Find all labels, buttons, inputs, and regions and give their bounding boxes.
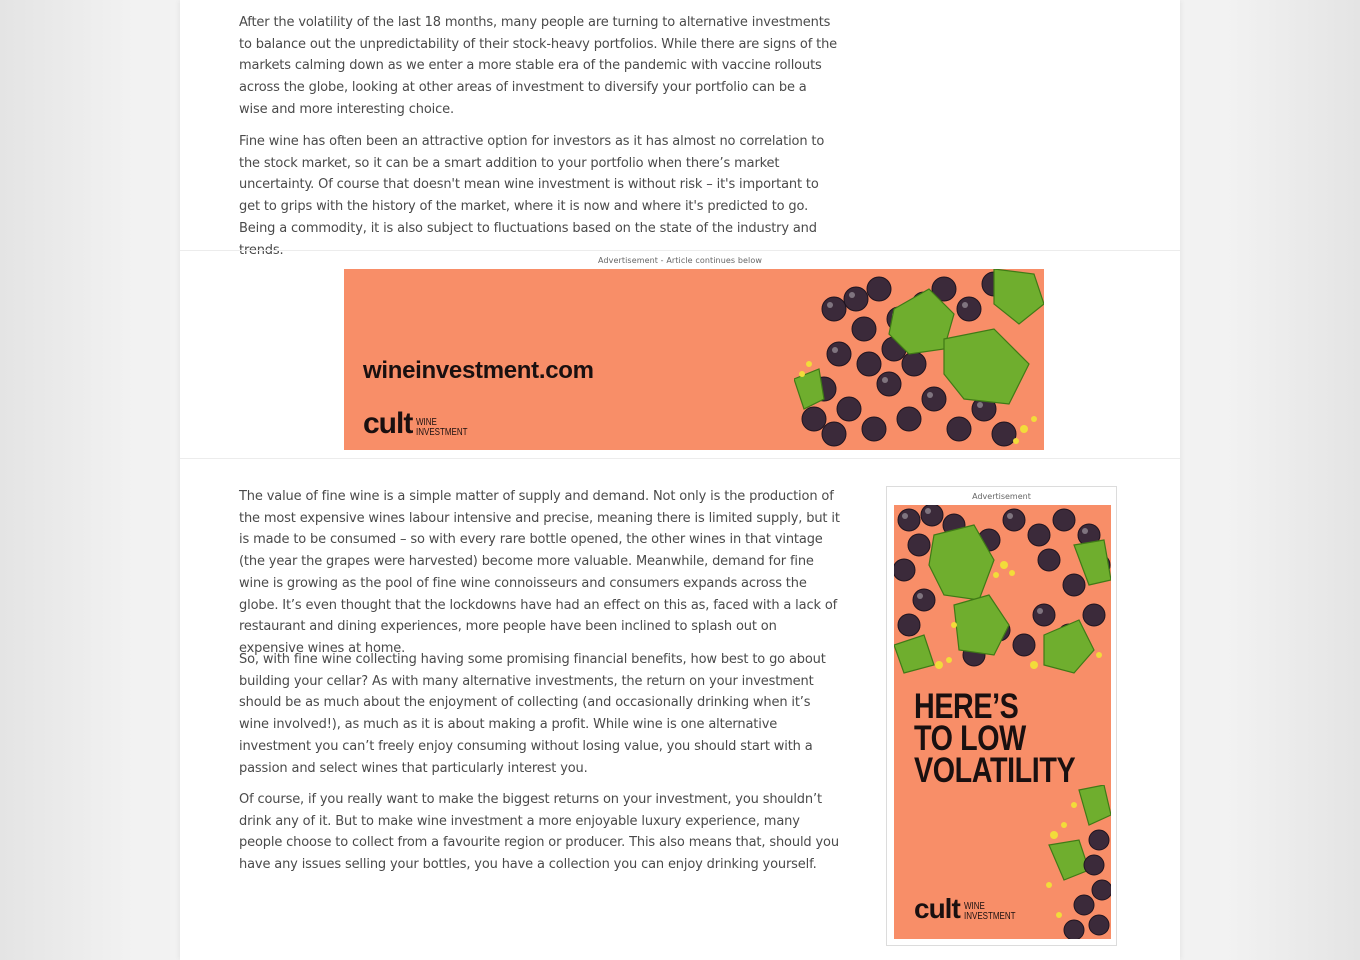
article-paragraph-4: So, with fine wine collecting having some promising financial benefits, how best to go about building your cellar? As with many alternative investments, the return on your investment should be as much about the enjoyment of collecting (and occasionally drinking when it’s wine involved!), as much as it is about making a profit. While wine is one alternative investment you can’t freely enjoy consuming without losing value, you should start with a passion and select wines that particularly interest you. [239,652,826,776]
grape-corner-image [1044,785,1111,939]
banner-logo-sub-1: WINE [416,417,438,428]
sidebar-ad-headline: HERE’S TO LOW VOLATILITY [914,687,1076,790]
sidebar-logo-sub-2: INVESTMENT [963,910,1016,922]
article-paragraph-3: The value of fine wine is a simple matter of supply and demand. Not only is the production of the most expensive wines labour intensive and precise, meaning there is limited supply, but it is made to be consumed – so with every rare bottle opened, the other wines in that vintage (the year the grapes were harvested) become more valuable. Meanwhile, demand for fine wine is growing as the pool of fine wine connoisseurs and consumers expands across the globe. It’s even thought that the lockdowns have had an effect on this as, faced with a lack of restaurant and dining experiences, more people have been inclined to splash out on expensive wines at home. [239,489,840,656]
banner-ad-caption: Advertisement - Article continues below [598,256,762,265]
banner-ad-url: wineinvestment.com [363,357,594,384]
banner-cult-logo [363,409,481,439]
article-paragraph-5: Of course, if you really want to make the biggest returns on your investment, you shouldn’t drink any of it. But to make wine investment a more enjoyable luxury experience, many people choose to collect from a favourite region or producer. This also means that, should you have any issues selling your bottles, you have a collection you can enjoy drinking yourself. [239,792,839,873]
sidebar-logo-main: cult [914,893,960,924]
article-paragraph-1: After the volatility of the last 18 months, many people are turning to alternative investments to balance out the unpredictability of their stock-heavy portfolios. While there are signs of the markets calming down as we enter a more stable era of the pandemic with vaccine rollouts across the globe, looking at other areas of investment to diversify your portfolio can be a wise and more interesting choice. [239,15,838,117]
banner-logo-sub-2: INVESTMENT [416,426,468,438]
article-page [180,0,1180,960]
banner-ad[interactable] [344,269,1044,450]
sidebar-ad-creative[interactable] [894,505,1111,939]
sidebar-ad-caption: Advertisement [972,492,1031,501]
grape-bunch-image [794,269,1044,450]
sidebar-cult-logo [914,895,1028,923]
banner-logo-main: cult [363,407,413,440]
sidebar-logo-sub-1: WINE [963,901,985,912]
banner-ad-section [180,250,1180,459]
grape-vine-image [894,505,1111,675]
sidebar-ad [886,486,1117,946]
article-paragraph-2: Fine wine has often been an attractive option for investors as it has almost no correlation to the stock market, so it can be a smart addition to your portfolio when there’s market uncertainty. Of course that doesn't mean wine investment is without risk – it's important to get to grips with the history of the market, where it is now and where it's predicted to go. Being a commodity, it is also subject to fluctuations based on the state of the industry and trends. [239,134,825,258]
